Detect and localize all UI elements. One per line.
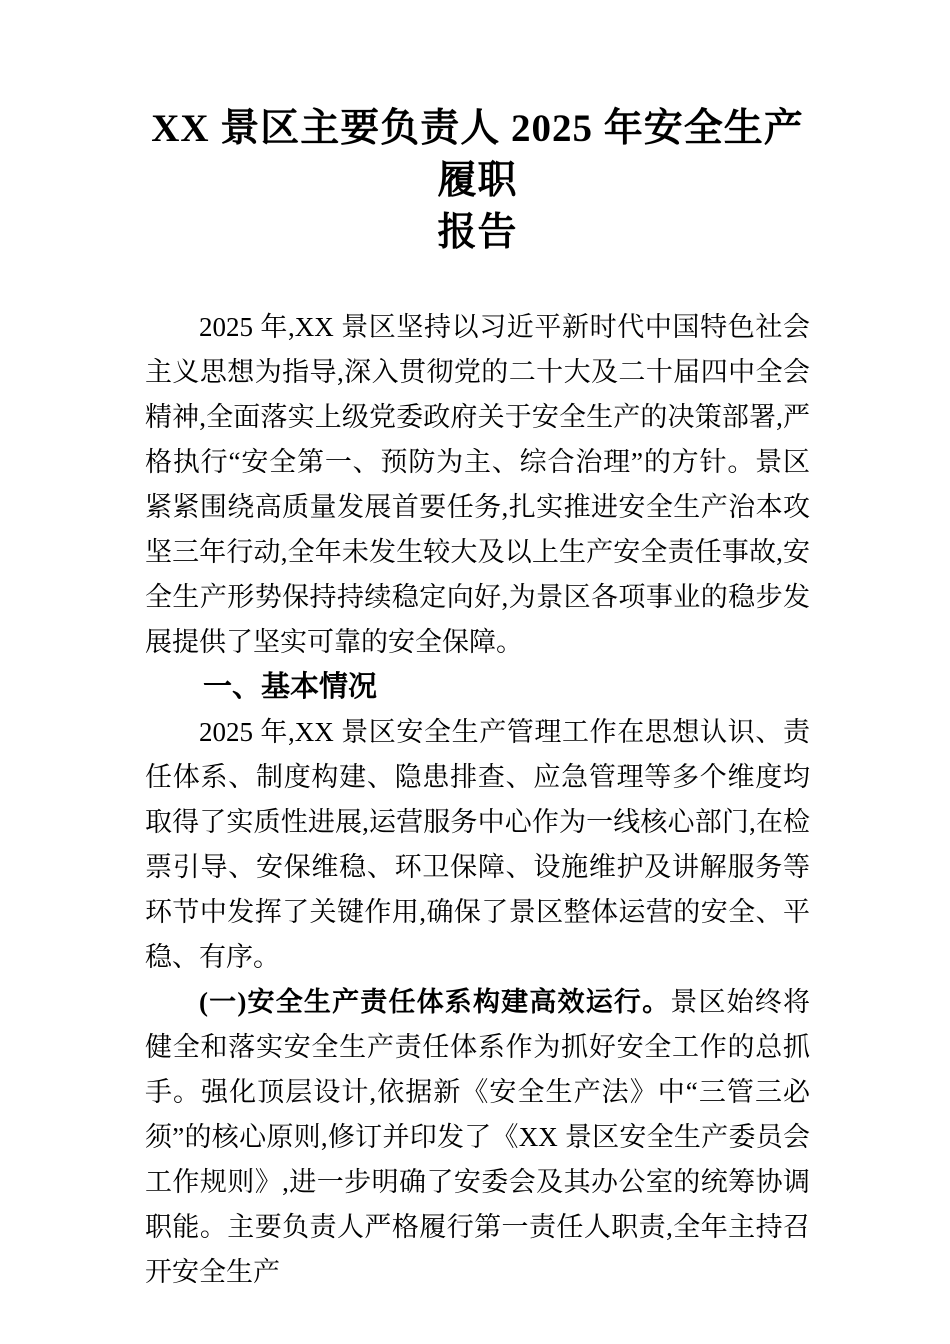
- paragraph-overview: 2025 年,XX 景区安全生产管理工作在思想认识、责任体系、制度构建、隐患排查、应急管理等多个维度均取得了实质性进展,运营服务中心作为一线核心部门,在检票引导、安保维稳、环卫保障、设施维护及讲解服务等环节中发挥了关键作用,确保了景区整体运营的安全、平稳、有序。: [145, 717, 810, 972]
- subsection-1-text: 景区始终将健全和落实安全生产责任体系作为抓好安全工作的总抓手。强化顶层设计,依据新《安全生产法》中“三管三必须”的核心原则,修订并印发了《XX 景区安全生产委员会工作规则》,进一步明确了安委会及其办公室的统筹协调职能。主要负责人严格履行第一责任人职责,全年主持召开安全生产: [145, 987, 811, 1287]
- document-body: [145, 305, 810, 1295]
- subsection-1-lead: (一)安全生产责任体系构建高效运行。: [199, 987, 671, 1017]
- document-title: [145, 103, 810, 259]
- section-heading-basic-situation: 一、基本情况: [203, 671, 378, 703]
- paragraph-subsection-1: [145, 980, 810, 1295]
- title-line-1: XX 景区主要负责人 2025 年安全生产履职: [151, 107, 804, 202]
- paragraph-intro: 2025 年,XX 景区坚持以习近平新时代中国特色社会主义思想为指导,深入贯彻党的二十大及二十届四中全会精神,全面落实上级党委政府关于安全生产的决策部署,严格执行“安全第一、预防为主、综合治理”的方针。景区紧紧围绕高质量发展首要任务,扎实推进安全生产治本攻坚三年行动,全年未发生较大及以上生产安全责任事故,安全生产形势保持持续稳定向好,为景区各项事业的稳步发展提供了坚实可靠的安全保障。: [145, 312, 810, 657]
- document-content: [145, 0, 810, 1295]
- title-line-2: 报告: [437, 211, 518, 254]
